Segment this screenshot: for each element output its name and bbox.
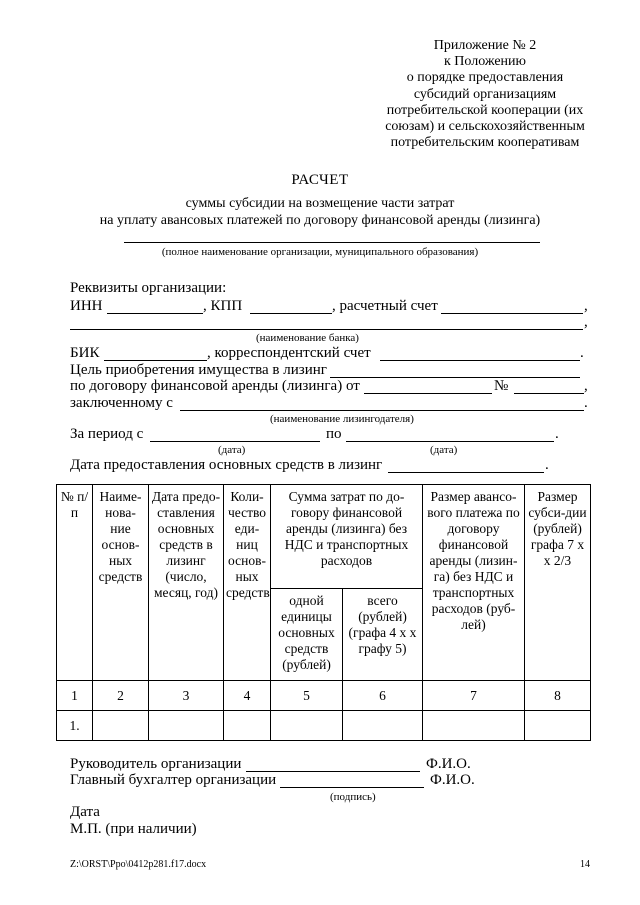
column-number: 1 [57, 681, 93, 711]
appendix-line: субсидий организациям [413, 86, 557, 102]
concluded-label: заключенному с [70, 395, 173, 411]
header-sum-total: всего (рублей) (графа 4 х х графу 5) [343, 589, 423, 681]
bank-name-field[interactable] [70, 329, 583, 330]
account-field[interactable] [441, 313, 583, 314]
inn-field[interactable] [107, 313, 203, 314]
period-end: . [555, 426, 559, 442]
header-sum-unit: одной единицы основных средств (рублей) [271, 589, 343, 681]
corr-account-label: , корреспондентский счет [207, 345, 371, 361]
appendix-line: союзам) и сельскохозяйственным [385, 119, 585, 135]
period-from-label: За период с [70, 426, 144, 442]
column-number: 2 [93, 681, 149, 711]
period-end: . [545, 457, 549, 473]
period-end: . [580, 345, 584, 361]
document-title: РАСЧЕТ [291, 172, 349, 188]
account-label: , расчетный счет [332, 298, 438, 314]
bank-caption: (наименование банка) [256, 332, 359, 344]
header-advance: Размер авансо-вого платежа по договору финансовой аренды (лизин-га) без НДС и транспортных расходов (руб-лей) [423, 485, 525, 681]
period-to-field[interactable] [346, 441, 554, 442]
column-number: 5 [271, 681, 343, 711]
appendix-header [380, 38, 590, 151]
appendix-line: потребительским кооперативам [390, 135, 580, 151]
comma: , [584, 378, 588, 394]
comma: , [584, 298, 588, 314]
table-row [57, 711, 591, 741]
contract-date-field[interactable] [364, 393, 492, 394]
table-cell[interactable] [423, 711, 525, 741]
org-name-line[interactable] [124, 242, 540, 243]
header-sum: Сумма затрат по до-говору финансовой аренды (лизинга) без НДС и транспортных расходов [271, 485, 423, 589]
lessor-field[interactable] [180, 410, 584, 411]
signature-caption: (подпись) [330, 791, 376, 803]
table-cell[interactable] [343, 711, 423, 741]
accountant-label: Главный бухгалтер организации [70, 772, 277, 788]
head-fio: Ф.И.О. [426, 756, 471, 772]
contract-label: по договору финансовой аренды (лизинга) от [70, 378, 360, 394]
kpp-label: , КПП [203, 298, 243, 314]
appendix-line: к Положению [443, 54, 526, 70]
purpose-field[interactable] [330, 377, 580, 378]
appendix-line: о порядке предоставления [406, 70, 564, 86]
document-subtitle [0, 195, 640, 229]
column-number: 3 [149, 681, 224, 711]
contract-number-field[interactable] [514, 393, 584, 394]
row-number: 1. [57, 711, 93, 741]
transfer-date-field[interactable] [388, 472, 544, 473]
header-subsidy: Размер субси-дии (рублей) графа 7 х х 2/3 [525, 485, 591, 681]
header-qty: Коли-чество еди-ниц основ-ных средств [224, 485, 271, 681]
bik-field[interactable] [104, 360, 207, 361]
bik-label: БИК [70, 345, 100, 361]
table-cell[interactable] [271, 711, 343, 741]
header-row [57, 485, 591, 589]
header-name: Наиме-нова-ние основ-ных средств [93, 485, 149, 681]
header-no: № п/п [57, 485, 93, 681]
purpose-label: Цель приобретения имущества в лизинг [70, 362, 327, 378]
stamp-label: М.П. (при наличии) [70, 821, 197, 837]
subtitle-line: суммы субсидии на возмещение части затрат [185, 196, 455, 211]
column-number: 6 [343, 681, 423, 711]
table-cell[interactable] [525, 711, 591, 741]
date-caption-from: (дата) [218, 444, 246, 456]
period-to-label: по [326, 426, 342, 442]
table-cell[interactable] [149, 711, 224, 741]
accountant-fio: Ф.И.О. [430, 772, 475, 788]
appendix-line: Приложение № 2 [433, 38, 537, 53]
calculation-table [56, 484, 591, 741]
date-label: Дата [70, 804, 100, 820]
period-end: . [584, 395, 588, 411]
requisites-heading: Реквизиты организации: [70, 280, 227, 296]
column-number-row [57, 681, 591, 711]
org-name-caption: (полное наименование организации, муниципального образования) [161, 246, 479, 258]
corr-account-field[interactable] [380, 360, 580, 361]
head-label: Руководитель организации [70, 756, 242, 772]
lessor-caption: (наименование лизингодателя) [270, 413, 414, 425]
file-path: Z:\ORST\Ppo\0412p281.f17.docx [70, 859, 207, 870]
date-caption-to: (дата) [430, 444, 458, 456]
accountant-signature-field[interactable] [280, 787, 424, 788]
column-number: 8 [525, 681, 591, 711]
kpp-field[interactable] [250, 313, 332, 314]
page-number: 14 [580, 859, 590, 870]
subtitle-line: на уплату авансовых платежей по договору финансовой аренды (лизинга) [99, 213, 541, 228]
column-number: 7 [423, 681, 525, 711]
column-number: 4 [224, 681, 271, 711]
appendix-line: потребительской кооперации (их [386, 102, 584, 118]
transfer-date-label: Дата предоставления основных средств в лизинг [70, 457, 383, 473]
table-cell[interactable] [224, 711, 271, 741]
period-from-field[interactable] [150, 441, 320, 442]
number-sign: № [494, 378, 509, 394]
table-cell[interactable] [93, 711, 149, 741]
header-date: Дата предо-ставления основных средств в лизинг (число, месяц, год) [149, 485, 224, 681]
comma: , [584, 314, 588, 330]
inn-label: ИНН [70, 298, 103, 314]
